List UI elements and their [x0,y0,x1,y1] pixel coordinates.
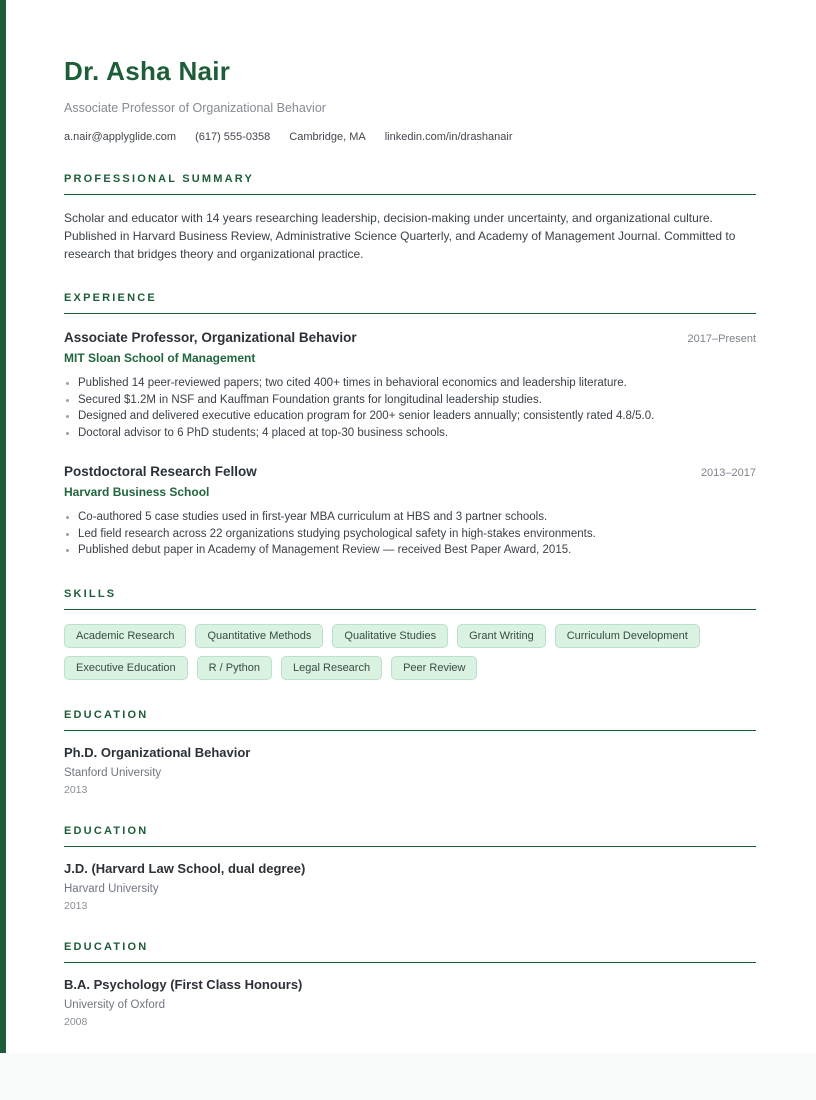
job-bullet: Designed and delivered executive education program for 200+ senior leaders annually; consistently rated 4.8/5.0. [64,408,756,425]
education-degree: B.A. Psychology (First Class Honours) [64,976,303,992]
section-education-3 [64,941,756,1028]
job-header [64,464,756,479]
skill-pill: Executive Education [64,656,188,680]
job-organization: MIT Sloan School of Management [64,351,256,365]
education-school: Harvard University [64,882,159,895]
experience-entry-1 [64,330,756,441]
job-bullet-list [64,509,756,559]
skills-pill-list [64,624,756,680]
job-title: Associate Professor, Organizational Behavior [64,330,357,345]
section-education-2 [64,825,756,912]
education-year: 2013 [64,783,88,796]
contact-email: a.nair@applyglide.com [64,131,177,143]
job-organization: Harvard Business School [64,485,210,499]
job-dates: 2013–2017 [700,467,756,479]
education-year: 2008 [64,1015,88,1028]
job-bullet: Led field research across 22 organizations studying psychological safety in high-stakes environments. [64,526,756,543]
job-bullet: Published debut paper in Academy of Management Review — received Best Paper Award, 2015. [64,542,756,559]
education-degree: J.D. (Harvard Law School, dual degree) [64,860,306,876]
job-header [64,330,756,345]
skill-pill: Legal Research [281,656,382,680]
education-school: University of Oxford [64,998,165,1011]
education-heading: EDUCATION [64,825,756,847]
contact-linkedin: linkedin.com/in/drashanair [384,131,513,143]
skill-pill: R / Python [197,656,272,680]
skill-pill: Curriculum Development [555,624,700,648]
contact-location: Cambridge, MA [289,131,366,143]
resume-content [6,0,816,1028]
education-degree: Ph.D. Organizational Behavior [64,744,251,760]
job-title: Postdoctoral Research Fellow [64,464,257,479]
professional-summary-heading: PROFESSIONAL SUMMARY [64,173,756,195]
section-education-1 [64,709,756,796]
contact-phone: (617) 555-0358 [195,131,271,143]
skill-pill: Academic Research [64,624,186,648]
education-school: Stanford University [64,766,162,779]
skill-pill: Qualitative Studies [332,624,448,648]
job-dates: 2017–Present [687,333,756,345]
education-year: 2013 [64,899,88,912]
job-bullet: Co-authored 5 case studies used in first-year MBA curriculum at HBS and 3 partner schools. [64,509,756,526]
section-professional-summary [64,173,756,263]
skill-pill: Quantitative Methods [195,624,323,648]
experience-heading: EXPERIENCE [64,292,756,314]
education-heading: EDUCATION [64,709,756,731]
professional-summary-text: Scholar and educator with 14 years researching leadership, decision-making under uncertainty, and organizational culture. Published in Harvard Business Review, Administrative Science Quarterly, and Academy of Management Journal. Committed to research that bridges theory and organizational practice. [64,211,736,261]
section-experience [64,292,756,559]
candidate-title: Associate Professor of Organizational Behavior [64,101,326,115]
resume-header [64,57,756,144]
section-skills [64,588,756,680]
job-bullet: Published 14 peer-reviewed papers; two cited 400+ times in behavioral economics and leadership literature. [64,375,756,392]
candidate-name: Dr. Asha Nair [64,56,231,86]
job-bullet-list [64,375,756,441]
skill-pill: Peer Review [391,656,477,680]
skill-pill: Grant Writing [457,624,546,648]
contact-row [64,131,756,144]
experience-entry-2 [64,464,756,559]
job-bullet: Doctoral advisor to 6 PhD students; 4 placed at top-30 business schools. [64,425,756,442]
job-bullet: Secured $1.2M in NSF and Kauffman Foundation grants for longitudinal leadership studies. [64,392,756,409]
skills-heading: SKILLS [64,588,756,610]
education-heading: EDUCATION [64,941,756,963]
